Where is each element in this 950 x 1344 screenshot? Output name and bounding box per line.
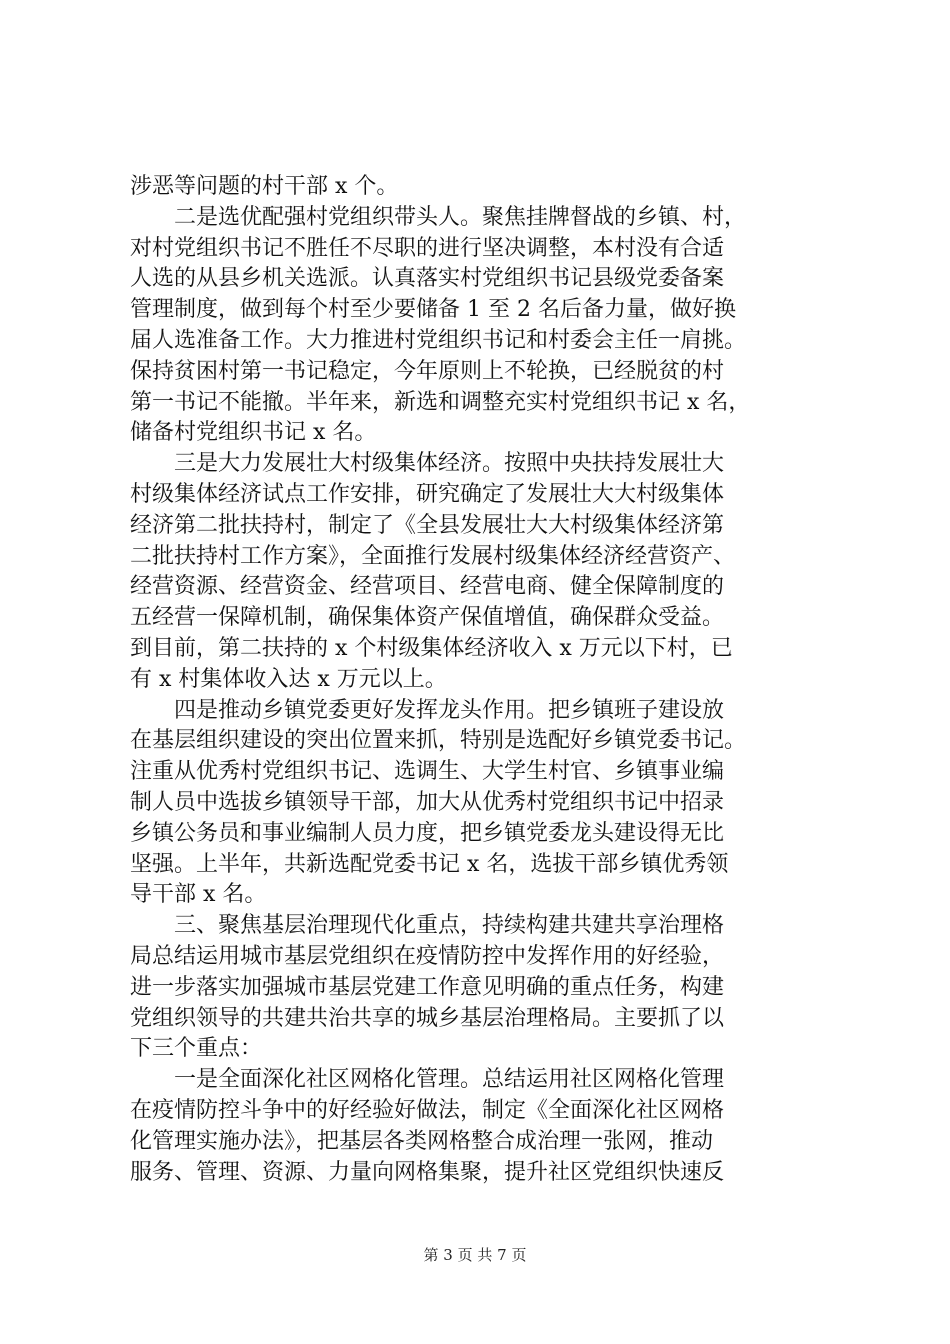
paragraph-line: 导干部 x 名。	[130, 882, 267, 908]
paragraph-line: 下三个重点：	[130, 1036, 263, 1062]
paragraph-first-line: 一是全面深化社区网格化管理。总结运用社区网格化管理	[174, 1067, 725, 1093]
paragraph-line: 党组织领导的共建共治共享的城乡基层治理格局。主要抓了以	[130, 1005, 725, 1031]
paragraph-line: 人选的从县乡机关选派。认真落实村党组织书记县级党委备案	[130, 266, 725, 292]
paragraph-line: 局总结运用城市基层党组织在疫情防控中发挥作用的好经验，	[130, 943, 725, 969]
paragraph-line: 届人选准备工作。大力推进村党组织书记和村委会主任一肩挑。	[130, 327, 747, 353]
paragraph-line: 坚强。上半年，共新选配党委书记 x 名，选拔干部乡镇优秀领	[130, 851, 729, 877]
paragraph-first-line: 三、聚焦基层治理现代化重点，持续构建共建共享治理格	[174, 913, 725, 939]
paragraph-line: 对村党组织书记不胜任不尽职的进行坚决调整，本村没有合适	[130, 235, 725, 261]
paragraph-first-line: 二是选优配强村党组织带头人。聚焦挂牌督战的乡镇、村，	[174, 204, 747, 230]
paragraph-line: 乡镇公务员和事业编制人员力度，把乡镇党委龙头建设得无比	[130, 820, 725, 846]
paragraph-line: 保持贫困村第一书记稳定，今年原则上不轮换，已经脱贫的村	[130, 358, 725, 384]
paragraph-line: 储备村党组织书记 x 名。	[130, 420, 377, 446]
paragraph-line: 到目前，第二扶持的 x 个村级集体经济收入 x 万元以下村，已	[130, 635, 733, 661]
paragraph-line: 涉恶等问题的村干部 x 个。	[130, 174, 399, 199]
paragraph-line: 进一步落实加强城市基层党建工作意见明确的重点任务，构建	[130, 974, 725, 1000]
paragraph-line: 注重从优秀村党组织书记、选调生、大学生村官、乡镇事业编	[130, 759, 725, 785]
paragraph-line: 服务、管理、资源、力量向网格集聚，提升社区党组织快速反	[130, 1159, 725, 1185]
paragraph-line: 化管理实施办法》，把基层各类网格整合成治理一张网，推动	[130, 1128, 714, 1154]
paragraph-line: 在疫情防控斗争中的好经验好做法，制定《全面深化社区网格	[130, 1097, 725, 1123]
paragraph-first-line: 四是推动乡镇党委更好发挥龙头作用。把乡镇班子建设放	[174, 697, 725, 723]
paragraph-line: 二批扶持村工作方案》，全面推行发展村级集体经济经营资产、	[130, 543, 736, 569]
paragraph-line: 五经营一保障机制，确保集体资产保值增值，确保群众受益。	[130, 605, 725, 631]
paragraph-line: 在基层组织建设的突出位置来抓，特别是选配好乡镇党委书记。	[130, 728, 747, 754]
paragraph-line: 有 x 村集体收入达 x 万元以上。	[130, 666, 447, 692]
paragraph-line: 制人员中选拔乡镇领导干部，加大从优秀村党组织书记中招录	[130, 789, 725, 815]
paragraph-line: 经营资源、经营资金、经营项目、经营电商、健全保障制度的	[130, 574, 725, 600]
document-body	[130, 172, 830, 1188]
page-footer: 第 3 页 共 7 页	[423, 1246, 527, 1264]
paragraph-line: 村级集体经济试点工作安排，研究确定了发展壮大大村级集体	[130, 481, 725, 507]
paragraph-first-line: 三是大力发展壮大村级集体经济。按照中央扶持发展壮大	[174, 451, 725, 477]
paragraph-line: 管理制度，做到每个村至少要储备 1 至 2 名后备力量，做好换	[130, 297, 736, 323]
paragraph-line: 经济第二批扶持村，制定了《全县发展壮大大村级集体经济第	[130, 512, 725, 538]
paragraph-line: 第一书记不能撤。半年来，新选和调整充实村党组织书记 x 名，	[130, 389, 751, 415]
